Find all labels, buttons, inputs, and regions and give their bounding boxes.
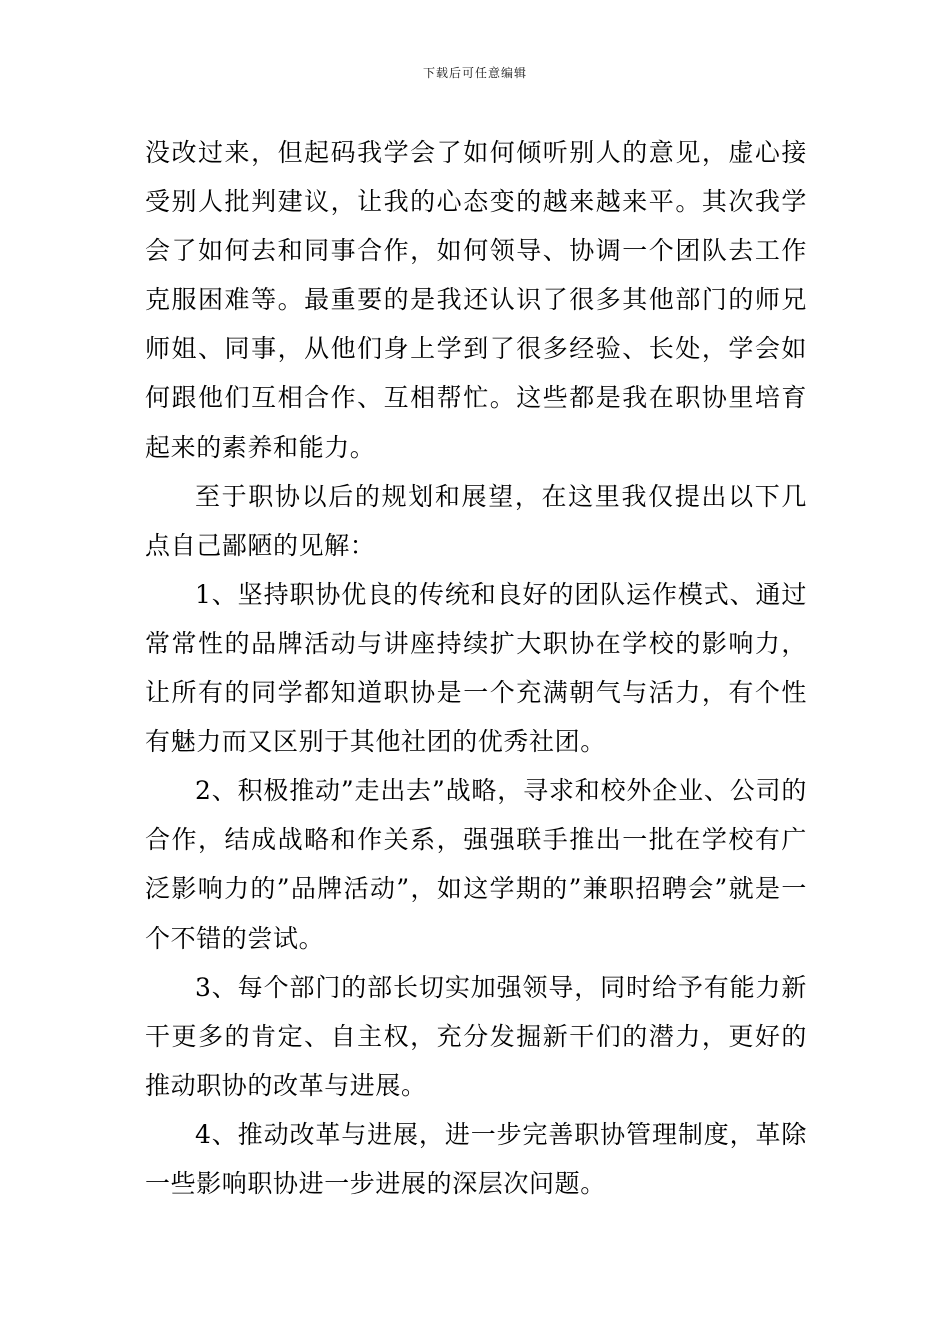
paragraph-point-4: 4、推动改革与进展，进一步完善职协管理制度，革除一些影响职协进一步进展的深层次问题。	[145, 1119, 807, 1198]
paragraph-outlook-intro: 至于职协以后的规划和展望，在这里我仅提出以下几点自己鄙陋的见解：	[145, 481, 807, 560]
paragraph-point-2: 2、积极推动”走出去”战略，寻求和校外企业、公司的合作，结成战略和作关系，强强联手推出一批在学校有广泛影响力的”品牌活动”，如这学期的”兼职招聘会”就是一个不错的尝试。	[145, 776, 807, 953]
paragraph-point-1: 1、坚持职协优良的传统和良好的团队运作模式、通过常常性的品牌活动与讲座持续扩大职协在学校的影响力，让所有的同学都知道职协是一个充满朝气与活力，有个性有魅力而又区别于其他社团的优秀社团。	[145, 579, 807, 757]
paragraph-point-3: 3、每个部门的部长切实加强领导，同时给予有能力新干更多的肯定、自主权，充分发掘新干们的潜力，更好的推动职协的改革与进展。	[145, 972, 807, 1100]
page-header: 下载后可任意编辑	[422, 66, 527, 80]
document-body	[145, 128, 807, 1208]
paragraph-continuation: 没改过来，但起码我学会了如何倾听别人的意见，虚心接受别人批判建议，让我的心态变的越来越来平。其次我学会了如何去和同事合作，如何领导、协调一个团队去工作克服困难等。最重要的是我还认识了很多其他部门的师兄师姐、同事，从他们身上学到了很多经验、长处，学会如何跟他们互相合作、互相帮忙。这些都是我在职协里培育起来的素养和能力。	[145, 138, 807, 462]
